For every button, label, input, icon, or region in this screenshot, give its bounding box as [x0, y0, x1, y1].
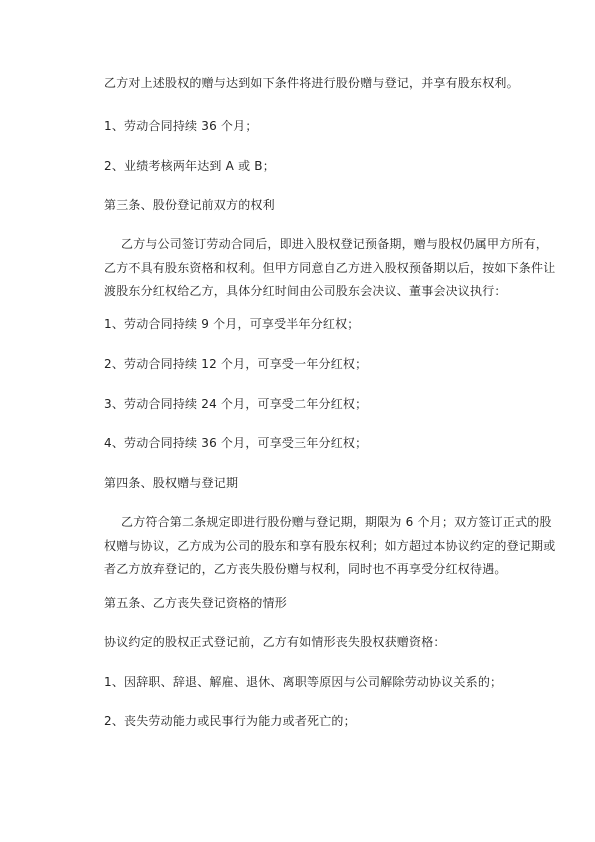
article-4-paragraph-line: 者乙方放弃登记的，乙方丧失股份赠与权利，同时也不再享受分红权待遇。 [104, 562, 507, 576]
article-5-title: 第五条、乙方丧失登记资格的情形 [104, 596, 288, 610]
article-5-item-2: 2、丧失劳动能力或民事行为能力或者死亡的； [104, 714, 356, 728]
intro-paragraph: 乙方对上述股权的赠与达到如下条件将进行股份赠与登记，并享有股东权利。 [104, 76, 519, 90]
article-3-title: 第三条、股份登记前双方的权利 [104, 198, 275, 212]
article-3-item-1: 1、劳动合同持续 9 个月，可享受半年分红权； [104, 317, 360, 331]
article-4-paragraph [104, 511, 556, 582]
article-3-item-3: 3、劳动合同持续 24 个月，可享受二年分红权； [104, 397, 368, 411]
article-4-paragraph-line: 权赠与协议，乙方成为公司的股东和享有股东权利；如方超过本协议约定的登记期或 [104, 538, 556, 553]
condition-item-1: 1、劳动合同持续 36 个月； [104, 119, 258, 133]
article-4-paragraph-line: 乙方符合第二条规定即进行股份赠与登记期，期限为 6 个月；双方签订正式的股 [121, 515, 552, 529]
article-3-paragraph-line: 乙方不具有股东资格和权利。但甲方同意自乙方进入股权预备期以后，按如下条件让 [104, 260, 556, 275]
article-5-intro: 协议约定的股权正式登记前，乙方有如情形丧失股权获赠资格： [104, 635, 446, 649]
article-3-item-2: 2、劳动合同持续 12 个月，可享受一年分红权； [104, 357, 368, 371]
article-3-paragraph-line: 渡股东分红权给乙方，具体分红时间由公司股东会决议、董事会决议执行： [104, 284, 507, 298]
condition-item-2: 2、业绩考核两年达到 A 或 B； [104, 159, 275, 173]
article-3-paragraph [104, 233, 556, 304]
article-3-paragraph-line: 乙方与公司签订劳动合同后，即进入股权登记预备期，赠与股权仍属甲方所有， [121, 237, 549, 251]
article-3-item-4: 4、劳动合同持续 36 个月，可享受三年分红权； [104, 436, 368, 450]
article-5-item-1: 1、因辞职、辞退、解雇、退休、离职等原因与公司解除劳动协议关系的； [104, 675, 503, 689]
article-4-title: 第四条、股权赠与登记期 [104, 476, 239, 490]
